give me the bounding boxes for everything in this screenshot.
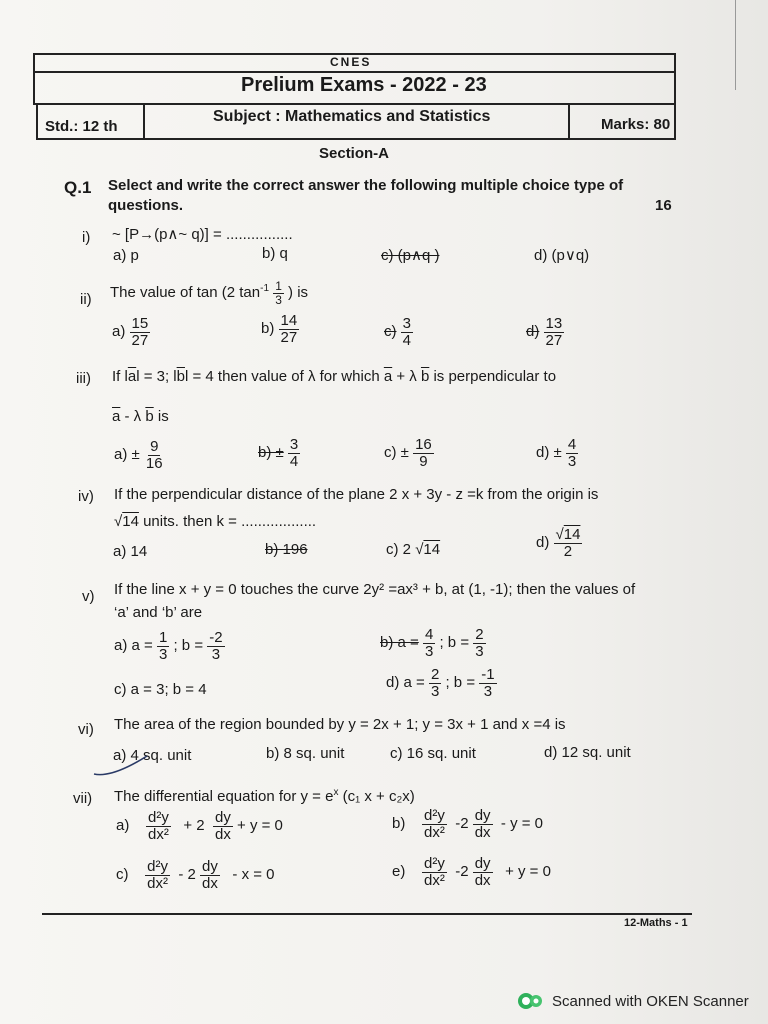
- sub-iv-line2: [114, 513, 316, 530]
- marks-label: Marks: 80: [601, 116, 671, 133]
- dy-fraction: [213, 810, 233, 843]
- sqrt-icon: √: [555, 526, 564, 543]
- denominator: 4: [402, 331, 412, 349]
- vec-b: $\overline{b}$: [176, 368, 185, 385]
- mid: ; b =: [439, 634, 470, 652]
- d2y-fraction: [146, 810, 171, 843]
- numerator: d²y: [424, 855, 445, 872]
- sub-iv-option-b: b) 196: [265, 541, 308, 558]
- fraction-a: [423, 627, 435, 660]
- marks-divider: [568, 103, 570, 139]
- eq1: -2: [455, 863, 469, 881]
- question-marks: 16: [655, 197, 672, 214]
- sqrt-icon: √: [114, 513, 123, 530]
- numerator: 1: [275, 279, 282, 293]
- label: b) a =: [380, 634, 419, 652]
- numerator: 14: [280, 312, 298, 329]
- numerator: dy: [202, 858, 218, 875]
- exam-title: Prelium Exams - 2022 - 23: [241, 74, 487, 96]
- numerator: d²y: [148, 809, 169, 826]
- sub-v-option-c: c) a = 3; b = 4: [114, 681, 207, 698]
- question-text-line2: questions.: [108, 197, 184, 214]
- sub-iv-option-a: a) 14: [113, 543, 148, 560]
- check-mark-icon: [92, 752, 152, 782]
- sub-v-option-a: [114, 630, 225, 663]
- sub-vi-option-d: d) 12 sq. unit: [544, 744, 631, 761]
- sub-iv-option-c: [386, 541, 440, 558]
- denominator: 3: [158, 645, 168, 663]
- question-text-line1: Select and write the correct answer the following multiple choice type of: [108, 177, 624, 194]
- subject-label: Subject : Mathematics and Statistics: [213, 108, 491, 125]
- label: b) ±: [258, 444, 284, 462]
- numerator: 2: [430, 666, 440, 683]
- sub-ii-option-b: [261, 313, 299, 346]
- header-rule-2: [33, 71, 676, 73]
- mid2: l = 4 then value of λ for which: [184, 368, 384, 385]
- label: d): [526, 323, 540, 341]
- numerator: dy: [474, 807, 491, 824]
- sub-i-option-a: a) p: [113, 247, 139, 264]
- vec-a: $\overline{a}$: [112, 408, 121, 425]
- text: units. then k = ..................: [138, 513, 317, 530]
- denominator: 3: [430, 682, 440, 700]
- sub-i-text: ~ [P→(p∧~ q)] = ................: [112, 226, 293, 243]
- numerator: d²y: [147, 858, 169, 875]
- denominator: dx²: [424, 823, 445, 841]
- pre: If l: [112, 368, 128, 385]
- footer-rule: [42, 913, 692, 915]
- label: c) 2: [386, 541, 416, 558]
- numerator: 2: [475, 626, 484, 643]
- denominator: dx: [215, 825, 231, 843]
- sub-iv-number: iv): [78, 488, 94, 505]
- fraction: [544, 316, 565, 349]
- sub-iv-line1: If the perpendicular distance of the plane 2 x + 3y - z =k from the origin is: [114, 486, 599, 503]
- label: a): [116, 817, 130, 835]
- sub-vi-option-b: b) 8 sq. unit: [266, 745, 345, 762]
- sub-vi-option-c: c) 16 sq. unit: [390, 745, 476, 762]
- mid: - λ: [120, 408, 146, 425]
- eq1: -2: [455, 815, 469, 833]
- vec-b: $\overline{b}$: [145, 408, 154, 425]
- sqrt-icon: √: [415, 541, 424, 558]
- sub-v-option-b: [380, 627, 486, 660]
- label: a) ±: [114, 446, 140, 464]
- d2y-fraction: [422, 808, 447, 841]
- denominator: 16: [145, 454, 163, 472]
- header-rule-4: [36, 138, 676, 140]
- numerator: 15: [131, 315, 149, 332]
- header-rule-3: [33, 103, 676, 105]
- denominator: 3: [211, 645, 221, 663]
- sub-vii-option-e: [392, 856, 551, 889]
- vec-b2: $\overline{b}$: [420, 368, 430, 385]
- denominator: 27: [545, 331, 563, 349]
- numerator: [554, 527, 583, 544]
- denominator: 27: [131, 331, 149, 349]
- sub-ii-fraction: [273, 280, 284, 306]
- denominator: 3: [275, 292, 282, 307]
- post: is: [153, 408, 169, 425]
- fraction-a: [429, 667, 441, 700]
- fraction: [144, 439, 165, 472]
- sub-ii-sup: -1: [260, 283, 270, 295]
- numerator: -1: [481, 666, 495, 683]
- numerator: dy: [215, 809, 231, 826]
- label: d) ±: [536, 444, 562, 462]
- sub-ii-text: [110, 280, 308, 306]
- std-label: Std.: 12 th: [45, 118, 118, 135]
- eq1: - 2: [178, 866, 196, 884]
- oken-logo-icon: [516, 990, 544, 1012]
- label: c): [384, 323, 397, 341]
- denominator: 3: [483, 682, 493, 700]
- sqrt-value: 14: [122, 513, 139, 530]
- eq2: + y = 0: [505, 863, 551, 881]
- denominator: 3: [567, 452, 577, 470]
- std-box-left: [36, 103, 38, 139]
- label: d) a =: [386, 674, 425, 692]
- label: b): [261, 320, 275, 338]
- post: is perpendicular to: [429, 368, 557, 385]
- sub-ii-option-c: [384, 316, 413, 349]
- sub-ii-number: ii): [80, 291, 92, 308]
- denominator: 3: [475, 642, 484, 660]
- sub-vii-option-c: [116, 859, 275, 892]
- plus: + λ: [392, 368, 421, 385]
- fraction: [401, 316, 413, 349]
- label: d): [536, 534, 550, 552]
- numerator: d²y: [424, 807, 445, 824]
- numerator: 3: [402, 315, 412, 332]
- denominator: 9: [419, 452, 428, 470]
- denominator: dx²: [148, 825, 169, 843]
- eq1: + 2: [183, 817, 205, 835]
- denominator: dx: [474, 871, 491, 889]
- sub-v-line1: If the line x + y = 0 touches the curve 2y² =ax³ + b, at (1, -1); then the values of: [114, 581, 636, 598]
- school-name: CNES: [330, 55, 372, 69]
- numerator: 4: [424, 626, 434, 643]
- denominator: 3: [424, 642, 434, 660]
- sub-ii-pre: The value of tan (2 tan: [110, 284, 261, 302]
- sub-v-option-d: [386, 667, 497, 700]
- header-left-edge: [33, 53, 35, 103]
- denominator: 4: [289, 452, 299, 470]
- header-right-edge: [674, 53, 676, 139]
- label: a): [112, 323, 126, 341]
- denominator: dx²: [147, 874, 169, 892]
- fraction-b: [479, 667, 496, 700]
- sub-vi-number: vi): [78, 721, 94, 738]
- sub-vii-option-b: [392, 808, 543, 841]
- sqrt-value: 14: [563, 526, 581, 543]
- pre: The differential equation for y = e: [114, 788, 334, 805]
- denominator: dx²: [424, 871, 445, 889]
- vec-a2: $\overline{a}$: [383, 368, 393, 385]
- sub-v-line2: ‘a’ and ‘b’ are: [114, 604, 203, 621]
- numerator: -2: [209, 629, 223, 646]
- mid: ; b =: [173, 637, 204, 655]
- numerator: 16: [415, 436, 432, 453]
- sub-iv-option-d: [536, 527, 582, 560]
- page-edge: [735, 0, 736, 90]
- sub-i-option-b: b) q: [262, 245, 288, 262]
- section-heading: Section-A: [319, 145, 390, 162]
- fraction: [566, 437, 578, 470]
- sub-i-option-d: d) (p∨q): [534, 247, 590, 264]
- fraction: [279, 313, 300, 346]
- dy-fraction: [200, 859, 220, 892]
- fraction-a: [157, 630, 169, 663]
- numerator: 13: [545, 315, 563, 332]
- fraction-b: [207, 630, 224, 663]
- fraction: [288, 437, 300, 470]
- sub-ii-option-a: [112, 316, 150, 349]
- fraction: [130, 316, 151, 349]
- label: a) a =: [114, 637, 153, 655]
- denominator: dx: [474, 823, 491, 841]
- scanner-badge: [516, 990, 749, 1012]
- sub-iii-option-b: [258, 437, 300, 470]
- eq2: + y = 0: [237, 817, 283, 835]
- fraction: [554, 527, 583, 560]
- post: (c₁ x + c₂x): [338, 788, 415, 805]
- sub-iii-line2: [112, 408, 169, 425]
- sub-ii-post: ) is: [288, 284, 309, 302]
- sub-vii-number: vii): [73, 790, 93, 807]
- label: e): [392, 863, 406, 881]
- sqrt-value: 14: [423, 541, 441, 558]
- eq2: - y = 0: [500, 815, 544, 833]
- sub-iii-text: [112, 368, 556, 385]
- sup: x: [333, 787, 339, 798]
- sub-i-option-c: c) (p∧q ): [381, 247, 440, 264]
- sub-iii-number: iii): [76, 370, 91, 387]
- numerator: dy: [474, 855, 491, 872]
- label: c): [116, 866, 129, 884]
- dy-fraction: [473, 808, 493, 841]
- denominator: 2: [563, 542, 573, 560]
- d2y-fraction: [422, 856, 447, 889]
- numerator: 1: [158, 629, 168, 646]
- mid: ; b =: [445, 674, 476, 692]
- fraction-b: [473, 627, 485, 660]
- d2y-fraction: [145, 859, 170, 892]
- numerator: 3: [289, 436, 299, 453]
- dy-fraction: [473, 856, 493, 889]
- sub-iii-option-a: [114, 439, 165, 472]
- sub-iii-option-d: [536, 437, 578, 470]
- page-label: 12-Maths - 1: [624, 917, 688, 929]
- sub-vi-option-a: a) 4 sq. unit: [113, 747, 192, 764]
- denominator: 27: [280, 328, 298, 346]
- sub-vii-text: [114, 787, 415, 805]
- std-divider: [143, 103, 145, 139]
- numerator: 4: [567, 436, 577, 453]
- numerator: 9: [150, 438, 159, 455]
- fraction: [413, 437, 434, 470]
- vec-a: $\overline{a}$: [127, 368, 137, 385]
- sub-vii-option-a: [116, 810, 283, 843]
- eq2: - x = 0: [232, 866, 275, 884]
- sub-ii-option-d: [526, 316, 564, 349]
- label: c) ±: [384, 444, 409, 462]
- mid1: l = 3; l: [136, 368, 177, 385]
- sub-v-number: v): [82, 588, 95, 605]
- sub-vi-text: The area of the region bounded by y = 2x + 1; y = 3x + 1 and x =4 is: [114, 716, 566, 733]
- question-number: Q.1: [64, 178, 92, 197]
- scanner-text: Scanned with OKEN Scanner: [552, 992, 749, 1010]
- denominator: dx: [202, 874, 218, 892]
- label: b): [392, 815, 406, 833]
- sub-iii-option-c: [384, 437, 434, 470]
- sub-i-number: i): [82, 229, 91, 246]
